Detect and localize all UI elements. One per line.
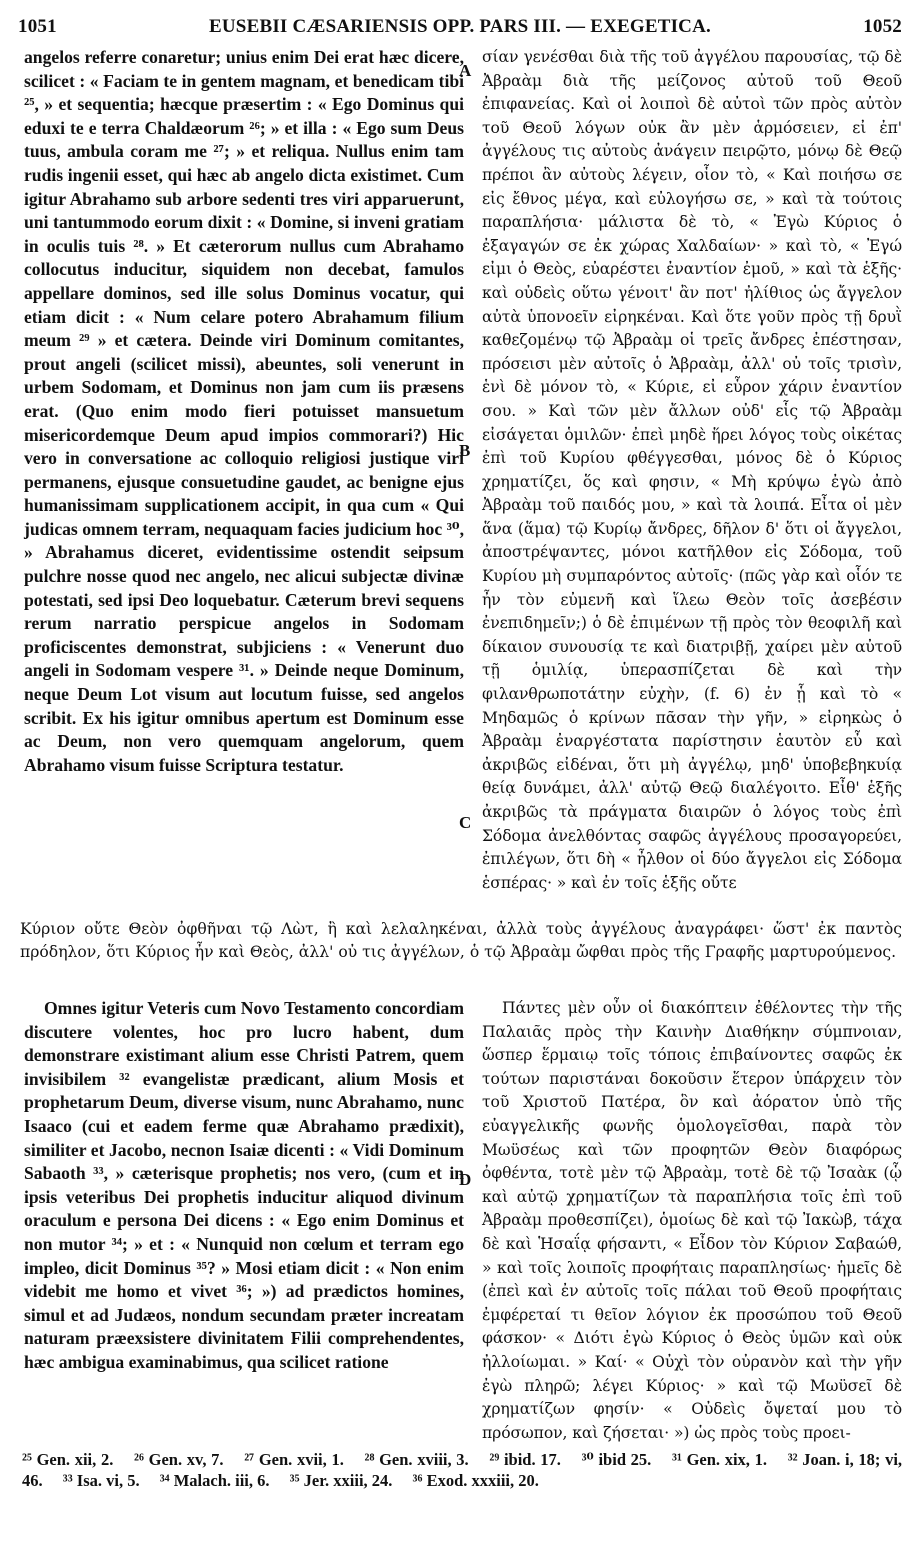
- greek-full-width-passage: [20, 918, 902, 965]
- footnote: ³⁵ Jer. xxiii, 24.: [289, 1471, 393, 1490]
- greek-text-bottom: Πάντες μὲν οὖν οἱ διακόπτειν ἐθέλοντες τὴν τῆς Παλαιᾶς πρὸς τὴν Καινὴν Διαθήκην σύμπνοιαν, ὥσπερ ἕρμαιῳ τοῖς τόποις ἐπιβαίνοντες σαφῶς ἐκ τούτων παριστάναι δοκοῦσιν ἕτερον ὑπάρχειν τὸν τοῦ Χριστοῦ Πατέρα, ὃν καὶ ἀόρατον ὑπὸ τῆς εὐαγγελικῆς φωνῆς ὁμολογεῖσθαι, παρὰ τὸν Μωϋσέως καὶ τῶν προφητῶν Θεὸν διαφόρως ὀφθέντα, τοτὲ μὲν τῷ Ἀβραὰμ, τοτὲ δὲ τῷ Ἰσαὰκ (ᾧ καὶ αὐτῷ χρηματίζων τὰ παραπλήσια τοῖς ἐπὶ τοῦ Ἀβραὰμ προθεσπίζει), ὁμοίως δὲ καὶ τῷ Ἰακὼβ, τάχα δὲ καὶ Ἡσαΐᾳ φήσαντι, « Εἶδον τὸν Κύριον Σαβαώθ, » καὶ τοῖς λοιποῖς προφήταις παραπλησίως· ἡμεῖς δὲ (ἐπεὶ καὶ ἐν αὐτοῖς τοῖς πάλαι τοῦ Θεοῦ προφήταις ἐμφέρεταί τι θεῖον λόγιον ἐκ προσώπου τοῦ Θεοῦ φάσκον· « Διότι ἐγὼ Κύριος ὁ Θεὸς ὑμῶν καὶ οὐκ ἠλλοίωμαι. » Καί· « Οὐχὶ τὸν οὐρανὸν καὶ τὴν γῆν ἐγὼ πληρῶ; λέγει Κύριος· » καὶ τῷ Μωϋσεῖ δὲ χρηματίζων φησίν· « Οὐδεὶς ὄψεταί μου τὸ πρόσωπον, καὶ ζήσεται· ») ὡς πρὸς τοὺς προει-: [482, 999, 902, 1442]
- greek-column-top: [482, 46, 902, 916]
- margin-letter-c: C: [459, 813, 472, 832]
- page: [18, 12, 902, 1557]
- running-header: [18, 12, 902, 42]
- running-title: EUSEBII CÆSARIENSIS OPP. PARS III. — EXEGETICA.: [209, 16, 711, 37]
- margin-letter-b: B: [459, 441, 471, 460]
- footnote: ²⁵ Gen. xii, 2.: [22, 1450, 114, 1469]
- margin-letter-a: A: [459, 61, 472, 80]
- footnote: ³⁰ ibid 25.: [581, 1450, 652, 1469]
- page-number-left: 1051: [18, 16, 57, 37]
- greek-column-bottom: [482, 997, 902, 1442]
- latin-text-top: angelos referre conaretur; unius enim Dei erat hæc dicere, scilicet : « Faciam te in gentem magnam, et benedicam tibi ²⁵, » et sequentia; hæcque præsertim : « Ego Dominus qui eduxi te e terra Chaldæorum ²⁶; » et illa : « Ego sum Deus tuus, ambula coram me ²⁷; » et reliqua. Nullus enim tam rudis ingenii esset, qui hæc ab angelo dicta existimet. Cum igitur Abrahamo sub arbore sedenti tres viri apparuerunt, uni tantummodo eorum dixit : « Domine, si inveni gratiam in oculis tuis ²⁸. » Et cæterorum nullus cum Abrahamo collocutus inducitur, siquidem non decebat, famulos appellare dominos, sed ille solus Dominus vocatur, qui etiam dicit : « Num celare potero Abrahamum filium meum ²⁹ » et cætera. Deinde viri Dominum comitantes, prout angeli (scilicet missi), abeuntes, soli venerunt in urbem Sodomam, et Dominus non jam cum iis præsens erat. (Quo enim modo fieri potuisset mansuetum misericordemque Deum apud impios commorari?) Hic vero in conversatione ac colloquio religiosi justique viri permanens, ejusque consuetudine gaudet, ac benigne ejus humanissimam supplicationem accipit, in qua cum « Qui judicas omnem terram, nequaquam facies judicium hoc ³⁰, » Abrahamus diceret, evidentissime ostendit seipsum pulchre nosse quod nec angelo, nec alicui subjectæ divinæ potestati, sed ipsi Deo loquebatur. Cæterum brevi sequens rerum narratio perspicue angelos in Sodomam proficiscentes demonstrat, subjiciens : « Venerunt duo angeli in Sodomam vespere ³¹. » Deinde neque Dominum, neque Deum Lot visum aut locutum fuisse, sed angelos scribit. Ex his igitur omnibus apertum est Dominum esse ac Deum, non vero quemquam angelorum, quem Abrahamo visum fuisse Scriptura testatur.: [24, 47, 464, 775]
- latin-column-bottom: [24, 997, 464, 1442]
- footnote: ³⁶ Exod. xxxiii, 20.: [412, 1471, 539, 1490]
- latin-text-bottom: Omnes igitur Veteris cum Novo Testamento concordiam discutere volentes, hoc pro lucro habent, dum demonstrare existimant alium esse Christi Patrem, quem invisibilem ³² evangelistæ prædicant, alium Mosis et prophetarum Deum, diverse visum, nunc Abrahamo, nunc Isaaco (cui et eadem ferme quæ Abrahamo prædixit), similiter et Jacobo, necnon Isaiæ dicenti : « Vidi Dominum Sabaoth ³³, » cæterisque prophetis; nos vero, (cum et in ipsis veteribus Dei prophetis inducitur aliquod divinum oraculum e persona Dei dicens : « Ego enim Dominus et non mutor ³⁴; » et : « Nunquid non cœlum et terram ego impleo, dicit Dominus ³⁵? » Mosi etiam dicit : « Non enim videbit me homo et vivet ³⁶; ») ad prædictos homines, simul et ad Judæos, nondum secundam præter increatam naturam præexsistere divinitatem Filii comprehendentes, hæc ambigua examinabimus, qua scilicet ratione: [24, 998, 464, 1372]
- footnote: ²⁹ ibid. 17.: [489, 1450, 561, 1469]
- footnote: ³³ Isa. vi, 5.: [62, 1471, 140, 1490]
- footnote: ³¹ Gen. xix, 1.: [672, 1450, 767, 1469]
- greek-full-width-text: Κύριον οὔτε Θεὸν ὀφθῆναι τῷ Λὼτ, ἢ καὶ λελαληκέναι, ἀλλὰ τοὺς ἀγγέλους ἀναγράφει· ὥστ' ἐκ παντὸς πρόδηλον, ὅτι Κύριος ἦν καὶ Θεὸς, ἀλλ' οὐ τις ἀγγέλων, ὁ τῷ Ἀβραὰμ ὤφθαι πρὸς τῆς Γραφῆς μαρτυρούμενος.: [20, 920, 902, 962]
- footnote: ²⁸ Gen. xviii, 3.: [364, 1450, 469, 1469]
- latin-column-top: [24, 46, 464, 916]
- footnote: ³² Joan. i, 18; vi, 46.: [22, 1450, 903, 1490]
- page-number-right: 1052: [863, 16, 902, 37]
- greek-text-top: σίαν γενέσθαι διὰ τῆς τοῦ ἀγγέλου παρουσίας, τῷ δὲ Ἀβραὰμ διὰ τῆς μείζονος αὐτοῦ τοῦ Θεοῦ ἐπιφανείας. Καὶ οἱ λοιποὶ δὲ αὐτοὶ τῶν πρὸς αὐτὸν τοῦ Θεοῦ λόγων οὐκ ἂν μὲν ἁρμόσειεν, εἰ ἐπ' ἀγγέλους τις αὐτοὺς ἀνάγειν πειρῷτο, μόνῳ δὲ Θεῷ πρέποι ἂν αὐτοὺς λέγειν, οἷον τὸ, « Καὶ ποιήσω σε εἰς ἔθνος μέγα, καὶ εὐλογήσω σε, » καὶ τὰ τούτοις παραπλήσια· μάλιστα δὲ τὸ, « Ἐγὼ Κύριος ὁ ἐξαγαγών σε ἐκ χώρας Χαλδαίων· » καὶ τὸ, « Ἐγώ εἰμι ὁ Θεὸς, εὐαρέστει ἐναντίον ἐμοῦ, » καὶ τὰ ἑξῆς· καὶ οὐδεὶς οὕτω γένοιτ' ἂν ποτ' ἠλίθιος ὡς ἄγγελον αὐτὰ ὑπονοεῖν εἰρηκέναι. Καὶ ὅτε γοῦν πρὸς τῇ δρυῒ καθεζομένῳ τῷ Ἀβραὰμ οἱ τρεῖς ἄνδρες ἐπέστησαν, πρόσεισι μὲν αὐτοῖς ὁ Ἀβραὰμ, ἀλλ' οὐ τοῖς τρισὶν, ἑνὶ δὲ μόνον τὸ, « Κύριε, εἰ εὗρον χάριν ἐναντίον σου. » Καὶ τῶν μὲν ἄλλων οὐδ' εἷς τῷ Ἀβραὰμ εἰσάγεται ὁμιλῶν· ἐπεὶ μηδὲ ἥρει λόγος τοὺς οἰκέτας ἐπὶ τοῦ Κυρίου φθέγγεσθαι, μόνος δὲ ὁ Κύριος χρηματίζει, ὅς καὶ φησιν, « Μὴ κρύψω ἐγὼ ἀπὸ Ἀβραὰμ τοῦ παιδός μου, » καὶ τὰ λοιπά. Εἶτα οἱ μὲν ἅνα (ἅμα) τῷ Κυρίῳ ἄνδρες, δῆλον δ' ὅτι οἱ ἄγγελοι, ἀποστρέψαντες, μόνοι κατῆλθον εἰς Σόδομα, τοῦ Κυρίου μὴ συμπαρόντος αὐτοῖς· (πῶς γὰρ καὶ οἷόν τε ἦν τὸν εὐμενῆ καὶ ἵλεω Θεὸν τοῖς ἀσεβέσιν ἐνεπιδημεῖν;) ὁ δὲ ἐπιμένων τῇ πρὸς τὸν θεοφιλῆ καὶ δίκαιον συνουσίᾳ τε καὶ διατριβῇ, χαίρει μὲν αὐτοῦ τῇ ὁμιλίᾳ, ὑπερασπίζεται δὲ καὶ τὴν φιλανθρωποτάτην εὐχὴν, (f. 6) ἐν ᾗ καὶ τὸ « Μηδαμῶς ὁ κρίνων πᾶσαν τὴν γῆν, » εἰρηκὼς ὁ Ἀβραὰμ ἐναργέστατα παρίστησιν ἑαυτὸν εὖ καὶ ἀκριβῶς εἰδέναι, ὅτι μὴ ἀγγέλῳ, μηδ' ὑποβεβηκυίᾳ θείᾳ δυνάμει, ἀλλ' αὐτῷ Θεῷ διαλέγοιτο. Εἶθ' ἑξῆς ἀκριβῶς τὰ πράγματα διαιρῶν ὁ λόγος τοὺς ἐπὶ Σόδομα ἀνελθόντας σαφῶς ἀγγέλους προσαγορεύει, ἐπιλέγων, ὅτι δὴ « ἦλθον οἱ δύο ἄγγελοι εἰς Σόδομα ἑσπέρας· » καὶ ἐν τοῖς ἑξῆς οὔτε: [482, 48, 902, 892]
- footnote: ²⁷ Gen. xvii, 1.: [244, 1450, 344, 1469]
- footnote: ³⁴ Malach. iii, 6.: [159, 1471, 270, 1490]
- footnotes: [22, 1449, 902, 1491]
- footnote: ²⁶ Gen. xv, 7.: [134, 1450, 224, 1469]
- margin-letter-d: D: [459, 1170, 472, 1189]
